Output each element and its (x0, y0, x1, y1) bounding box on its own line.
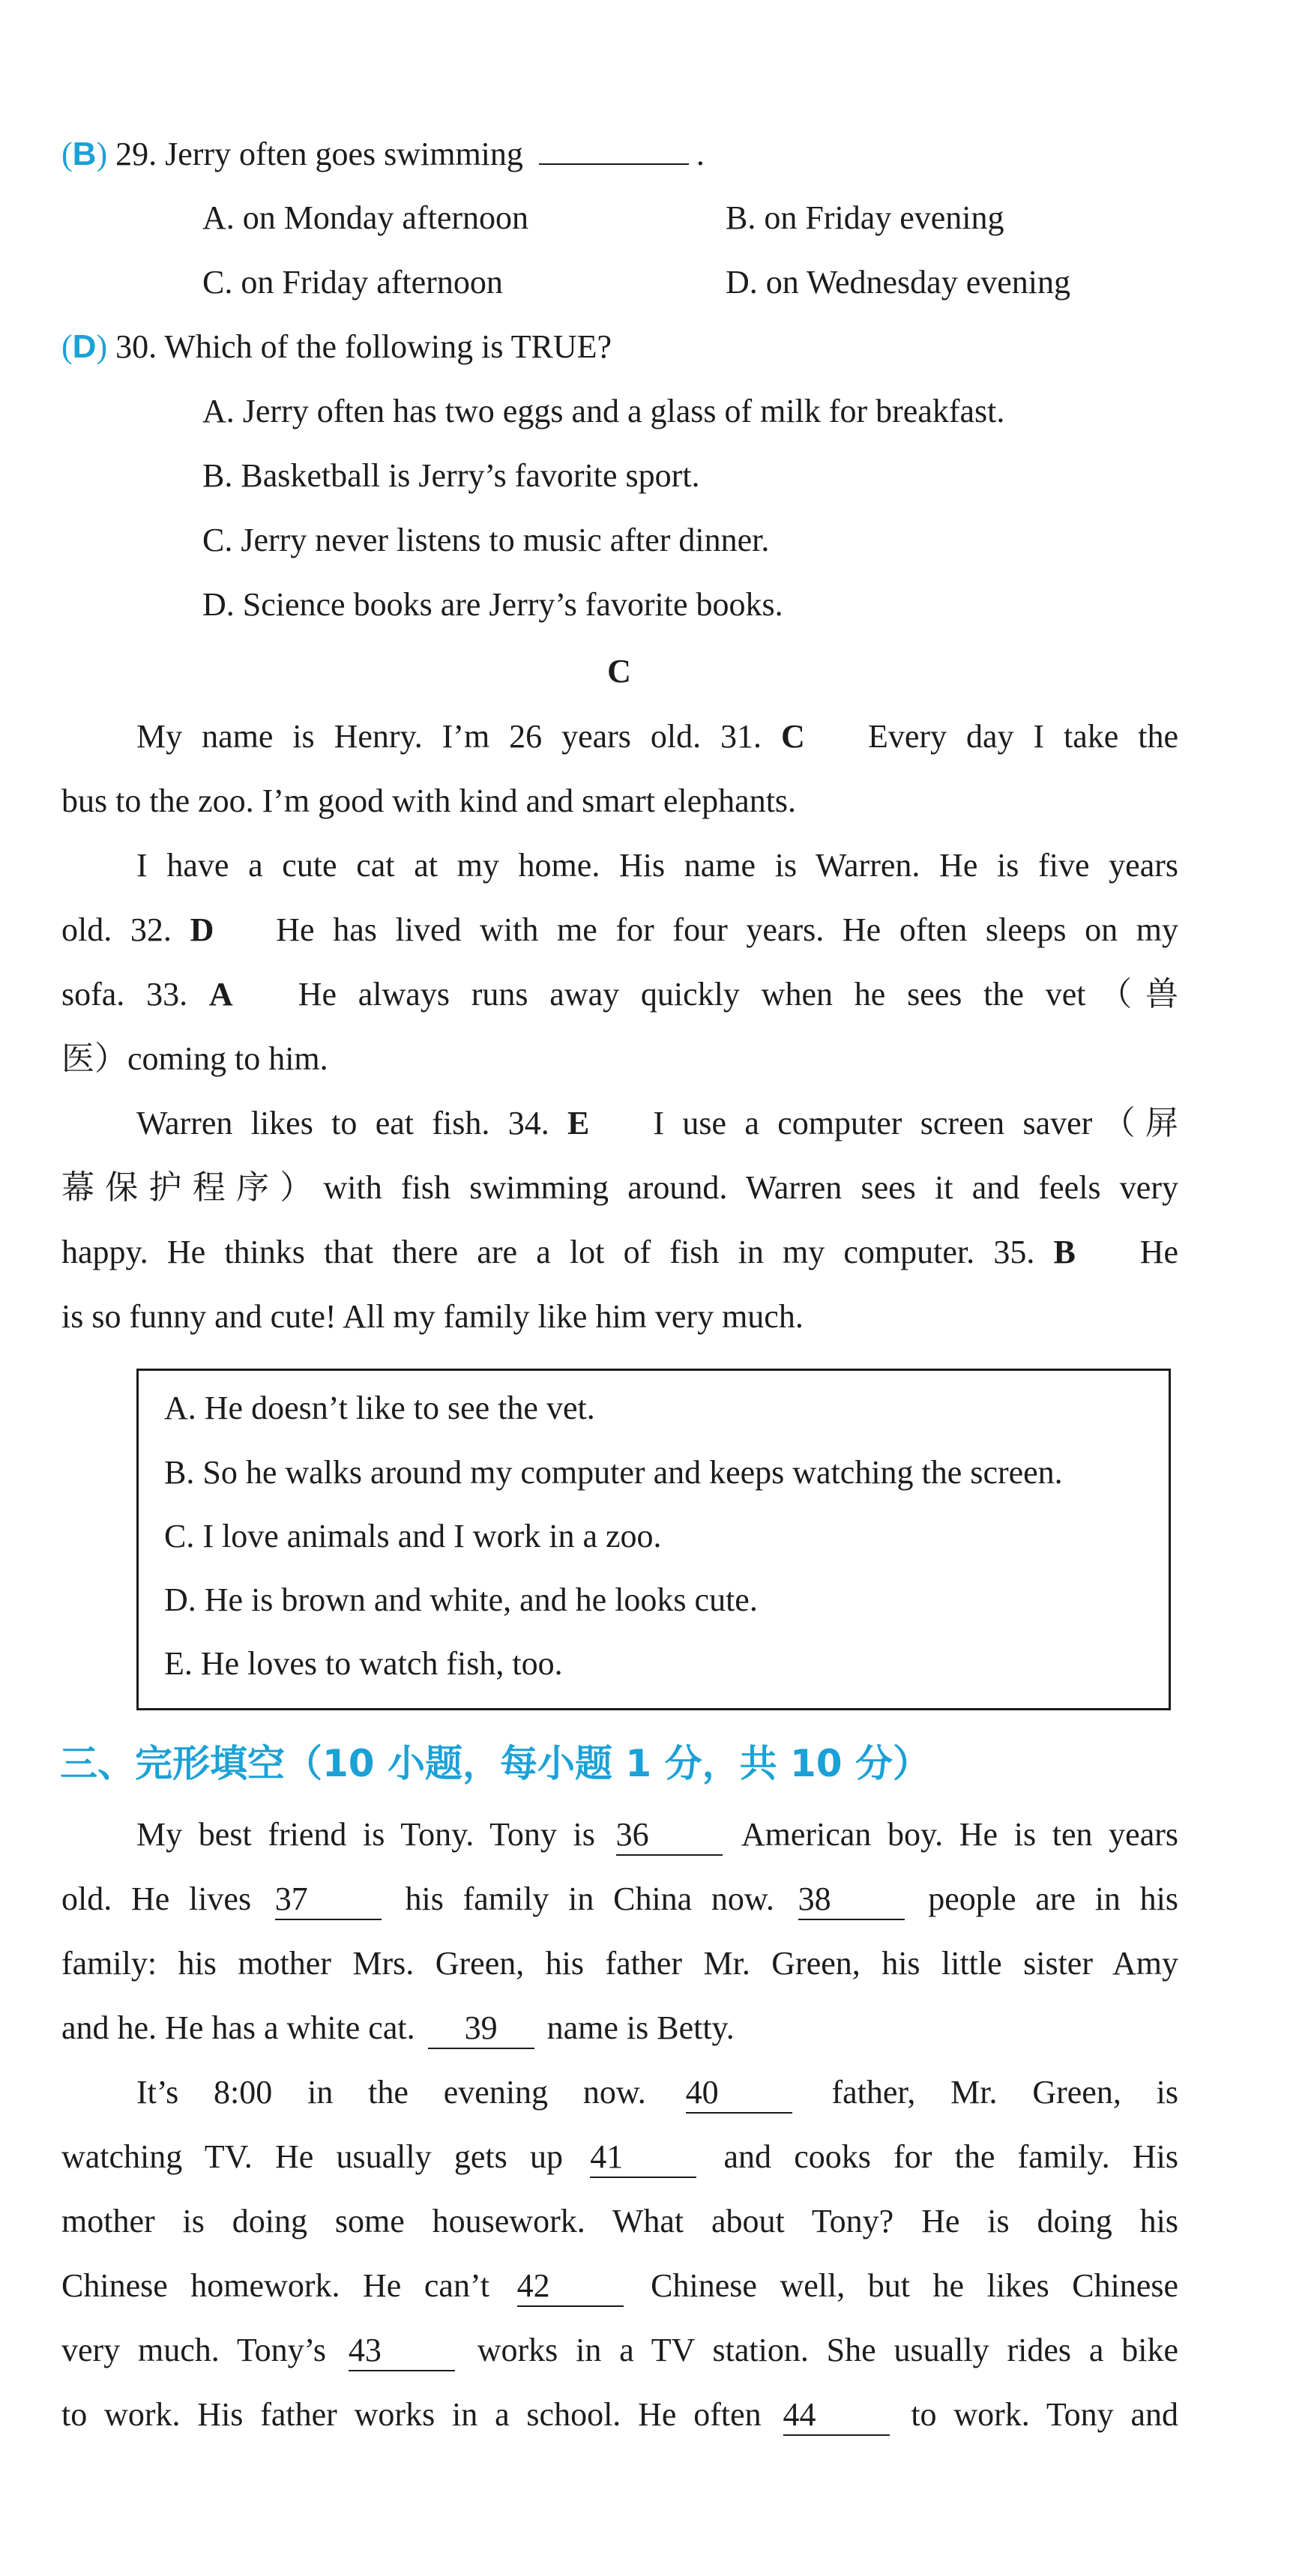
answer-33: A (208, 976, 233, 1013)
cloze-text: very much. Tony’s (61, 2332, 326, 2368)
blank-43: 43 (349, 2331, 455, 2371)
blank-40: 40 (686, 2073, 792, 2114)
cloze-line: mother is doing some housework. What about Tony? He is doing his (61, 2203, 1178, 2239)
passage-text: Warren likes to eat fish. 34. (136, 1105, 549, 1141)
cloze-text: American boy. He is ten years (741, 1816, 1178, 1853)
passage-c-line: bus to the zoo. I’m good with kind and smart elephants. (61, 782, 797, 819)
passage-c-line: is so funny and cute! All my family like him very much. (61, 1298, 804, 1335)
passage-c-line (61, 972, 1178, 1017)
blank-42: 42 (517, 2266, 624, 2307)
cloze-text: watching TV. He usually gets up (61, 2138, 563, 2175)
passage-c-line: I have a cute cat at my home. His name is Warren. He is five years (136, 847, 1178, 884)
cloze-text: My best friend is Tony. Tony is (136, 1816, 595, 1853)
blank-41: 41 (590, 2138, 696, 2178)
box-option-a: A. He doesn’t like to see the vet. (164, 1390, 595, 1426)
passage-c-line (136, 1101, 1178, 1146)
cloze-text: and cooks for the family. His (723, 2138, 1179, 2175)
cloze-text: his family in China now. (405, 1880, 774, 1917)
passage-text: old. 32. (61, 911, 172, 948)
cloze-text: old. He lives (61, 1880, 252, 1917)
question-30 (61, 325, 1178, 369)
passage-text: sofa. 33. (61, 976, 188, 1013)
cloze-text: father, Mr. Green, is (831, 2074, 1179, 2111)
question-29-stem: 29. Jerry often goes swimming (115, 136, 523, 172)
blank-36: 36 (616, 1815, 723, 1856)
box-option-c: C. I love animals and I work in a zoo. (164, 1518, 662, 1554)
option-30-b: B. Basketball is Jerry’s favorite sport. (202, 457, 700, 494)
cloze-text: and he. He has a white cat. (61, 2009, 415, 2046)
cloze-line: family: his mother Mrs. Green, his father Mr. Green, his little sister Amy (61, 1945, 1178, 1982)
cloze-text: Chinese well, but he likes Chinese (651, 2267, 1179, 2304)
question-30-stem: 30. Which of the following is TRUE? (115, 328, 612, 365)
answer-paren-open: ( (61, 136, 73, 172)
passage-text: He has lived with me for four years. He often sleeps on my (276, 911, 1179, 948)
options-box (136, 1369, 1171, 1710)
answer-29: B (72, 136, 97, 172)
passage-text: He always runs away quickly when he sees the vet（兽 (298, 976, 1179, 1013)
option-29-d: D. on Wednesday evening (726, 264, 1070, 301)
box-option-b: B. So he walks around my computer and keeps watching the screen. (164, 1454, 1063, 1491)
answer-paren-close: ) (96, 328, 108, 365)
passage-c-title: C (607, 653, 631, 690)
passage-c-line: 幕保护程序）with fish swimming around. Warren sees it and feels very (61, 1169, 1178, 1206)
answer-30: D (72, 328, 97, 365)
box-option-e: E. He loves to watch fish, too. (164, 1645, 563, 1682)
blank-44: 44 (783, 2395, 890, 2436)
option-29-c: C. on Friday afternoon (202, 264, 503, 301)
answer-32: D (190, 911, 214, 948)
cloze-line (61, 1877, 1178, 1922)
passage-c-line (136, 714, 1178, 759)
passage-text: My name is Henry. I’m 26 years old. 31. (136, 718, 762, 755)
box-option-d: D. He is brown and white, and he looks cute. (164, 1581, 758, 1618)
cloze-text: to work. Tony and (911, 2396, 1178, 2433)
answer-35: B (1053, 1234, 1076, 1270)
cloze-line (61, 2006, 1178, 2051)
option-29-a: A. on Monday afternoon (202, 199, 529, 236)
cloze-line (136, 2070, 1178, 2115)
section-3-title: 三、完形填空（10 小题，每小题 1 分，共 10 分） (60, 1742, 930, 1785)
cloze-text: people are in his (928, 1880, 1179, 1917)
option-29-b: B. on Friday evening (726, 199, 1004, 236)
passage-c-line (61, 1230, 1178, 1275)
passage-text: Every day I take the (867, 718, 1179, 755)
cloze-line (61, 2392, 1178, 2437)
blank-38: 38 (798, 1880, 905, 1920)
answer-paren-open: ( (61, 328, 73, 365)
cloze-line (61, 2263, 1178, 2308)
cloze-line (61, 2135, 1178, 2180)
cloze-line (136, 1812, 1178, 1857)
option-30-c: C. Jerry never listens to music after dinner. (202, 522, 770, 558)
passage-c-line (61, 908, 1178, 953)
passage-text: I use a computer screen saver（屏 (653, 1105, 1178, 1141)
question-29 (61, 132, 1178, 177)
cloze-text: to work. His father works in a school. He often (61, 2396, 762, 2433)
cloze-text: It’s 8:00 in the evening now. (136, 2074, 646, 2111)
blank-39: 39 (428, 2009, 534, 2049)
answer-paren-close: ) (96, 136, 108, 172)
blank-37: 37 (275, 1880, 382, 1920)
option-30-d: D. Science books are Jerry’s favorite books. (202, 586, 783, 623)
cloze-text: Chinese homework. He can’t (61, 2267, 490, 2304)
cloze-line (61, 2328, 1178, 2373)
passage-text: He (1139, 1234, 1179, 1270)
option-30-a: A. Jerry often has two eggs and a glass of milk for breakfast. (202, 393, 1005, 429)
passage-text: happy. He thinks that there are a lot of fish in my computer. 35. (61, 1234, 1035, 1270)
question-29-end: . (696, 136, 705, 172)
answer-blank (539, 138, 689, 165)
cloze-text: works in a TV station. She usually rides a bike (477, 2332, 1179, 2368)
answer-34: E (567, 1105, 590, 1141)
passage-c-line: 医）coming to him. (61, 1040, 328, 1077)
cloze-text: name is Betty. (546, 2009, 735, 2046)
answer-31: C (780, 718, 805, 755)
